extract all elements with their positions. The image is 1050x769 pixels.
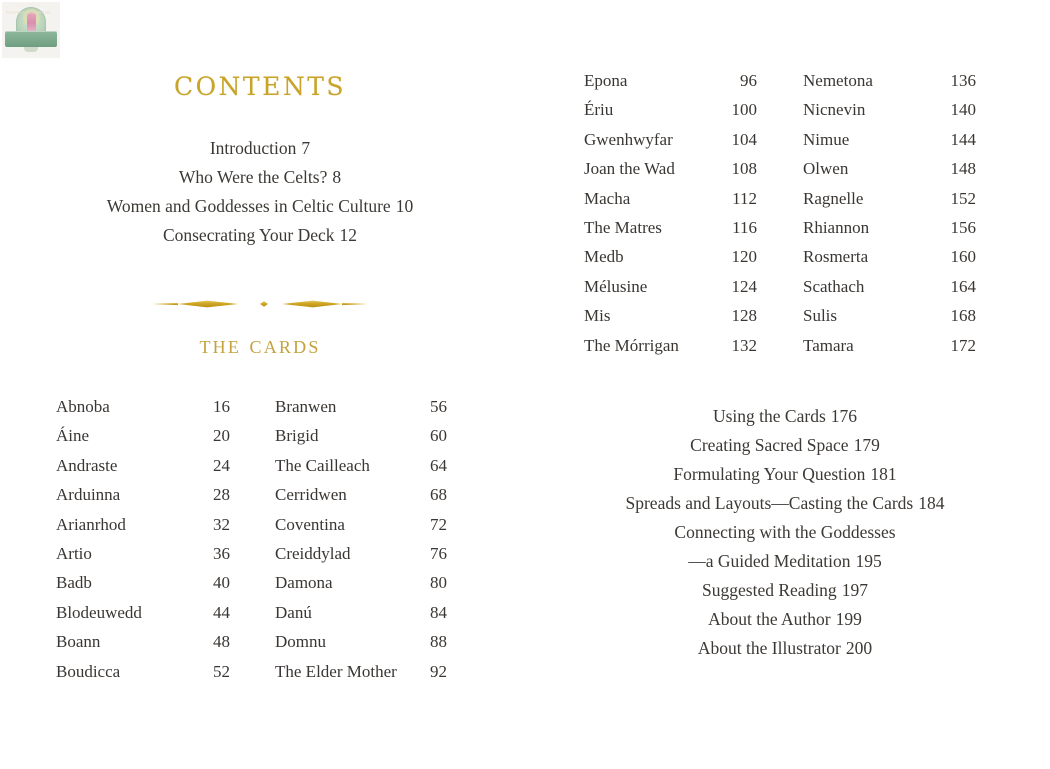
back-matter-list: [540, 402, 1030, 663]
contents-entry-name: Andraste: [56, 455, 118, 475]
contents-entry-name: Tamara: [803, 335, 854, 355]
contents-entry[interactable]: [56, 510, 230, 539]
contents-entry-page-number: 160: [950, 247, 976, 267]
contents-entry-name: Coventina: [275, 514, 345, 534]
ornamental-divider: [152, 296, 368, 312]
contents-entry-name: The Elder Mother: [275, 661, 397, 681]
back-matter-entry[interactable]: [540, 634, 1030, 663]
contents-entry[interactable]: [56, 568, 230, 597]
contents-entry[interactable]: [56, 480, 230, 509]
front-matter-entry-page-number: 8: [332, 167, 342, 187]
contents-entry[interactable]: [584, 125, 757, 154]
contents-entry-name: The Cailleach: [275, 455, 370, 475]
contents-entry-page-number: 64: [430, 455, 447, 475]
contents-entry[interactable]: [275, 627, 447, 656]
contents-entry[interactable]: [803, 184, 976, 213]
contents-entry-name: Mélusine: [584, 276, 648, 296]
contents-entry-page-number: 116: [732, 218, 757, 238]
contents-entry-page-number: 136: [950, 71, 976, 90]
contents-entry[interactable]: [275, 598, 447, 627]
contents-entry[interactable]: [56, 598, 230, 627]
back-matter-entry[interactable]: [540, 547, 1030, 576]
back-matter-entry-label: About the Illustrator: [697, 638, 841, 658]
contents-entry-name: Macha: [584, 188, 631, 208]
cards-column-2: [275, 392, 447, 686]
contents-entry-name: Ériu: [584, 100, 614, 120]
contents-entry-name: Olwen: [803, 159, 849, 179]
contents-entry-name: Brigid: [275, 426, 319, 446]
back-matter-entry-page-number: 200: [845, 638, 873, 658]
contents-entry-page-number: 104: [731, 129, 757, 149]
contents-entry-name: Artio: [56, 544, 92, 564]
contents-entry-page-number: 120: [731, 247, 757, 267]
contents-entry-page-number: 148: [950, 159, 976, 179]
back-matter-entry-page-number: 181: [870, 464, 897, 484]
contents-entry[interactable]: [275, 657, 447, 686]
front-matter-list: [0, 134, 520, 250]
contents-entry[interactable]: [584, 301, 757, 330]
contents-entry[interactable]: [584, 95, 757, 124]
front-matter-entry[interactable]: [0, 163, 520, 192]
contents-entry-page-number: 88: [430, 632, 447, 652]
contents-entry-name: The Matres: [584, 218, 662, 238]
contents-entry[interactable]: [275, 568, 447, 597]
contents-entry-page-number: 52: [213, 661, 230, 681]
contents-entry-name: Epona: [584, 71, 628, 90]
contents-entry[interactable]: [803, 331, 976, 360]
ornamental-divider-icon: [152, 296, 368, 312]
contents-entry-page-number: 112: [732, 188, 757, 208]
contents-entry-name: Damona: [275, 573, 333, 593]
contents-entry-page-number: 140: [950, 100, 976, 120]
badge-banner-text: THE PINK: [14, 3, 42, 9]
cards-column-4: [803, 66, 976, 360]
contents-entry-page-number: 96: [740, 71, 757, 90]
back-matter-entry-page-number: 197: [841, 580, 868, 600]
contents-entry[interactable]: [56, 657, 230, 686]
contents-entry-page-number: 20: [213, 426, 230, 446]
back-matter-entry-page-number: 179: [853, 435, 880, 455]
contents-entry-page-number: 40: [213, 573, 230, 593]
contents-entry-page-number: 72: [430, 514, 447, 534]
back-matter-entry-label: Creating Sacred Space: [690, 435, 849, 455]
contents-entry[interactable]: [803, 301, 976, 330]
contents-entry-name: Cerridwen: [275, 485, 347, 505]
contents-entry[interactable]: [803, 242, 976, 271]
front-matter-entry-label: Introduction: [209, 138, 297, 158]
contents-entry-name: Danú: [275, 602, 312, 622]
contents-entry-page-number: 132: [731, 335, 757, 355]
contents-entry-name: Medb: [584, 247, 624, 267]
contents-entry-name: Branwen: [275, 397, 337, 416]
contents-entry[interactable]: [584, 66, 757, 95]
contents-entry-page-number: 156: [950, 218, 976, 238]
contents-entry-page-number: 144: [950, 129, 976, 149]
contents-entry[interactable]: [584, 154, 757, 183]
contents-entry-name: Rhiannon: [803, 218, 870, 238]
contents-entry[interactable]: [56, 627, 230, 656]
contents-entry-name: Domnu: [275, 632, 326, 652]
contents-entry-page-number: 60: [430, 426, 447, 446]
contents-entry-name: Joan the Wad: [584, 159, 675, 179]
contents-entry-name: The Mórrigan: [584, 335, 679, 355]
contents-entry[interactable]: [275, 510, 447, 539]
contents-entry-name: Arianrhod: [56, 514, 126, 534]
front-matter-entry[interactable]: [0, 134, 520, 163]
front-matter-entry-page-number: 10: [395, 196, 414, 216]
back-matter-entry-page-number: 195: [855, 551, 882, 571]
contents-entry-name: Creiddylad: [275, 544, 351, 564]
contents-entry-page-number: 36: [213, 544, 230, 564]
contents-entry[interactable]: [803, 125, 976, 154]
contents-entry[interactable]: [56, 451, 230, 480]
contents-entry[interactable]: [56, 539, 230, 568]
contents-entry-page-number: 44: [213, 602, 230, 622]
back-matter-entry-label: Formulating Your Question: [673, 464, 866, 484]
contents-entry-name: Boudicca: [56, 661, 121, 681]
front-matter-entry[interactable]: [0, 192, 520, 221]
back-matter-entry-label: About the Author: [708, 609, 831, 629]
back-matter-entry[interactable]: [540, 460, 1030, 489]
contents-entry[interactable]: [275, 421, 447, 450]
contents-entry-name: Ragnelle: [803, 188, 864, 208]
contents-entry[interactable]: [275, 451, 447, 480]
contents-entry-page-number: 92: [430, 661, 447, 681]
contents-entry[interactable]: [56, 392, 230, 421]
left-page: [0, 0, 520, 769]
contents-entry[interactable]: [56, 421, 230, 450]
contents-entry[interactable]: [803, 66, 976, 95]
contents-entry-name: Nicnevin: [803, 100, 866, 120]
section-title-the-cards: the cards: [199, 332, 321, 359]
back-matter-entry-label: —a Guided Meditation: [688, 551, 851, 571]
contents-entry-page-number: 32: [213, 514, 230, 534]
back-matter-entry[interactable]: [540, 489, 1030, 518]
front-matter-entry-page-number: 12: [339, 225, 358, 245]
back-matter-entry[interactable]: [540, 576, 1030, 605]
contents-entry[interactable]: [584, 184, 757, 213]
back-matter-entry-page-number: 176: [830, 406, 858, 426]
contents-entry-name: Arduinna: [56, 485, 121, 505]
cards-column-1: [56, 392, 230, 686]
back-matter-entry[interactable]: [540, 431, 1030, 460]
contents-entry-page-number: 108: [731, 159, 757, 179]
contents-entry-name: Badb: [56, 573, 92, 593]
contents-entry[interactable]: [584, 331, 757, 360]
contents-entry[interactable]: [584, 213, 757, 242]
back-matter-entry[interactable]: [540, 518, 1030, 547]
back-matter-entry-label: Connecting with the Goddesses: [674, 522, 896, 542]
contents-entry-page-number: 56: [430, 397, 447, 416]
contents-entry-name: Rosmerta: [803, 247, 869, 267]
contents-entry-name: Sulis: [803, 306, 838, 326]
contents-entry-name: Gwenhwyfar: [584, 129, 673, 149]
back-matter-entry-page-number: 184: [918, 493, 945, 513]
badge-banner-subtext: FEATHER EMPORIUM: [5, 10, 51, 15]
front-matter-entry-label: Women and Goddesses in Celtic Culture: [106, 196, 391, 216]
back-matter-entry-label: Suggested Reading: [702, 580, 837, 600]
contents-entry[interactable]: [584, 272, 757, 301]
contents-entry-name: Scathach: [803, 276, 865, 296]
back-matter-entry[interactable]: [540, 402, 1030, 431]
contents-entry[interactable]: [803, 272, 976, 301]
contents-entry-name: Áine: [56, 426, 90, 446]
contents-entry-page-number: 164: [950, 276, 976, 296]
front-matter-entry-label: Consecrating Your Deck: [162, 225, 335, 245]
page-title-contents: contents: [173, 64, 347, 104]
contents-entry-name: Mis: [584, 306, 611, 326]
front-matter-entry-page-number: 7: [301, 138, 311, 158]
contents-entry-page-number: 100: [731, 100, 757, 120]
contents-entry-page-number: 168: [950, 306, 976, 326]
back-matter-entry-label: Spreads and Layouts—Casting the Cards: [625, 493, 914, 513]
cards-column-3: [584, 66, 757, 360]
contents-entry-page-number: 172: [950, 335, 976, 355]
back-matter-entry[interactable]: [540, 605, 1030, 634]
contents-entry-page-number: 80: [430, 573, 447, 593]
contents-entry-name: Nimue: [803, 129, 850, 149]
contents-entry-page-number: 124: [731, 276, 757, 296]
contents-entry-page-number: 48: [213, 632, 230, 652]
contents-entry-page-number: 24: [213, 455, 230, 475]
front-matter-entry-label: Who Were the Celts?: [178, 167, 328, 187]
right-page: [520, 0, 1050, 769]
contents-entry[interactable]: [584, 242, 757, 271]
contents-entry[interactable]: [275, 480, 447, 509]
contents-entry-page-number: 128: [731, 306, 757, 326]
contents-entry[interactable]: [275, 539, 447, 568]
contents-entry-name: Abnoba: [56, 397, 110, 416]
contents-entry-page-number: 28: [213, 485, 230, 505]
contents-entry-page-number: 84: [430, 602, 447, 622]
contents-entry-name: Blodeuwedd: [56, 602, 142, 622]
contents-entry[interactable]: [803, 213, 976, 242]
contents-entry[interactable]: [803, 154, 976, 183]
contents-entry-page-number: 68: [430, 485, 447, 505]
contents-entry-name: Boann: [56, 632, 101, 652]
contents-entry[interactable]: [803, 95, 976, 124]
contents-entry-page-number: 152: [950, 188, 976, 208]
front-matter-entry[interactable]: [0, 221, 520, 250]
contents-entry-page-number: 76: [430, 544, 447, 564]
contents-entry-name: Nemetona: [803, 71, 873, 90]
back-matter-entry-page-number: 199: [835, 609, 862, 629]
contents-entry[interactable]: [275, 392, 447, 421]
back-matter-entry-label: Using the Cards: [712, 406, 826, 426]
contents-entry-page-number: 16: [213, 397, 230, 416]
